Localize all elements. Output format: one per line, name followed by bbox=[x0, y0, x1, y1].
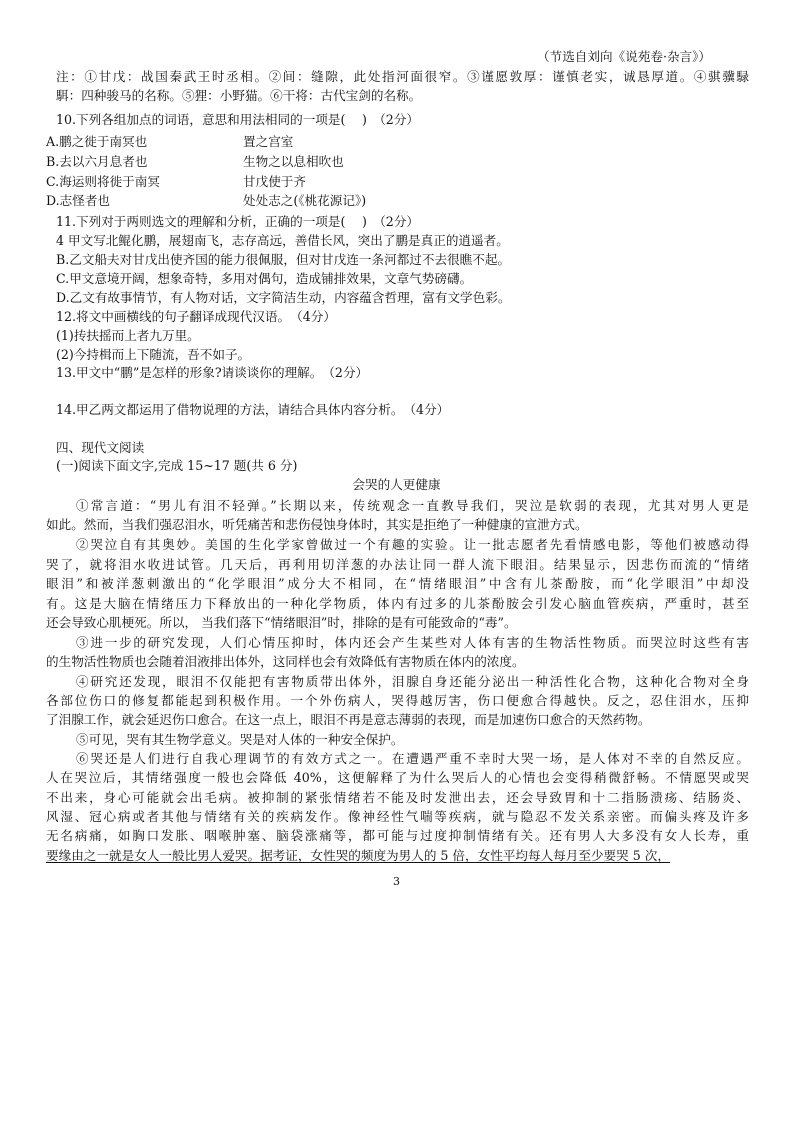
q10-option-c-left: C.海运则将徙于南冥 bbox=[46, 174, 160, 189]
q10-option-b-right: 生物之以息相吹也 bbox=[243, 154, 344, 169]
article-last-line-part-1: 要缘由之一就是女人一般比男人爱哭。 bbox=[46, 848, 261, 863]
article-line: 哭了，就将泪水收进试管。几天后，再利用切洋葱的办法让同一群人流下眼泪。结果显示，因悲伤而流的“情绪 bbox=[46, 557, 749, 572]
q11-option-d: D.乙文有故事情节，有人物对话，文字简洁生动，内容蕴含哲理，富有文学色彩。 bbox=[56, 290, 511, 305]
question-13: 13.甲文中“鹏”是怎样的形象?请谈谈你的理解。 （2分） bbox=[56, 365, 369, 380]
article-title: 会哭的人更健康 bbox=[352, 477, 441, 492]
source-citation: （节选自刘向《说苑卷·杂言》） bbox=[537, 49, 712, 64]
article-line: ②哭泣自有其奥妙。美国的生化学家曾做过一个有趣的实验。让一批志愿者先看情感电影，等他们被感动得 bbox=[76, 537, 749, 552]
page-number: 3 bbox=[393, 875, 400, 888]
section-instruction: (一)阅读下面文字,完成 15~17 题(共 6 分) bbox=[56, 458, 298, 473]
article-line: ③进一步的研究发现，人们心情压抑时，体内还会产生某些对人体有害的生物活性物质。而哭泣时这些有害 bbox=[76, 635, 749, 650]
q11-option-b: B.乙文船夫对甘戊出使齐国的能力很佩服，但对甘戊连一条河都过不去很瞧不起。 bbox=[56, 252, 511, 267]
notes-line-2: 駬：四种骏马的名称。⑤狸：小野猫。⑥干将：古代宝剑的名称。 bbox=[56, 88, 422, 103]
article-line: ⑤可见，哭有其生物学意义。哭是对人体的一种安全保护。 bbox=[76, 732, 404, 747]
article-line: 有。这是大脑在情绪压力下释放出的一种化学物质，体内有过多的儿茶酚胺会引发心脑血管疾病，严重时，甚至 bbox=[46, 596, 749, 611]
article-line: 无名病痛，如胸口发胀、咽喉肿塞、脑袋涨痛等，都可能与过度抑制情绪有关。还有男人大多没有女人长寿，重 bbox=[46, 828, 749, 843]
q10-option-d-left: D.志怪者也 bbox=[46, 193, 111, 208]
question-14: 14.甲乙两文都运用了借物说理的方法，请结合具体内容分析。 （4分） bbox=[56, 402, 450, 417]
article-line: 还会导致心肌梗死。所以， 当我们落下“情绪眼泪”时，排除的是有可能致命的“毒”。 bbox=[46, 615, 517, 630]
q10-option-a-left: A.鹏之徙于南冥也 bbox=[46, 134, 148, 149]
q10-option-d-right: 处处志之(《桃花源记》) bbox=[243, 193, 367, 208]
section-heading: 四、现代文阅读 bbox=[56, 440, 145, 455]
q11-option-a: 4 甲文写北鲲化鹏，展翅南飞，志存高远，善借长风，突出了鹏是真正的逍遥者。 bbox=[56, 233, 509, 248]
article-line: ④研究还发现，眼泪不仅能把有害物质带出体外，泪腺自身还能分泌出一种活性化合物，这种化合物对全身 bbox=[76, 674, 749, 689]
article-line: 风湿、冠心病或者其他与情绪有关的疾病发作。像神经性气喘等疾病，就与隐忍不发关系亲密。而偏头疼及许多 bbox=[46, 809, 749, 824]
article-line: ⑥哭还是人们进行自我心理调节的有效方式之一。在遭遇严重不幸时大哭一场，是人体对不幸的自然反应。 bbox=[76, 751, 749, 766]
q12-item-1: (1)抟扶摇而上者九万里。 bbox=[56, 328, 200, 343]
article-line: 人在哭泣后，其情绪强度一般也会降低 40%，这便解释了为什么哭后人的心情也会变得稍微舒畅。不情愿哭或哭 bbox=[46, 770, 749, 785]
article-line: 各部位伤口的修复都能起到积极作用。一个外伤病人，哭得越厉害，伤口便愈合得越快。反之，忍住泪水，压抑 bbox=[46, 693, 749, 708]
article-line: 眼泪”和被洋葱刺激出的“化学眼泪”成分大不相同，在“情绪眼泪”中含有儿茶酚胺，而“化学眼泪”中却没 bbox=[46, 576, 749, 591]
question-12-stem: 12.将文中画横线的句子翻译成现代汉语。 （4分） bbox=[56, 309, 336, 324]
article-line: 不出来，身心可能就会出毛病。被抑制的紧张情绪若不能及时发泄出去，还会导致胃和十二指肠溃疡、结肠炎、 bbox=[46, 790, 749, 805]
article-line: 如此。然而，当我们强忍泪水，听凭痛苦和悲伤侵蚀身体时，其实是拒绝了一种健康的宣泄方式。 bbox=[46, 517, 588, 532]
q12-item-2: (2)今持楫而上下随流，吾不如子。 bbox=[56, 347, 251, 362]
q10-option-b-left: B.去以六月息者也 bbox=[46, 154, 148, 169]
article-line: 的生物活性物质也会随着泪液排出体外，这同样也会有效降低有害物质在体内的浓度。 bbox=[46, 654, 525, 669]
notes-line-1: 注：①甘戊：战国秦武王时丞相。②间：缝隙，此处指河面很窄。③谨愿敦厚：谨慎老实，诚恳厚道。④骐骥騄 bbox=[56, 69, 749, 84]
article-last-line bbox=[46, 847, 670, 865]
q11-option-c: C.甲文意境开阔，想象奇特，多用对偶句，造成铺排效果，文章气势磅礴。 bbox=[56, 271, 473, 286]
article-line: ①常言道：“男儿有泪不轻弹。”长期以来，传统观念一直教导我们，哭泣是软弱的表现，尤其对男人更是 bbox=[76, 498, 749, 513]
q10-option-c-right: 甘戊使于齐 bbox=[243, 174, 306, 189]
article-line: 了泪腺工作，就会延迟伤口愈合。在这一点上，眼泪不再是意志薄弱的表现，而是加速伤口愈合的天然药物。 bbox=[46, 712, 651, 727]
question-11-stem: 11.下列对于两则选文的理解和分析，正确的一项是( ) （2分） bbox=[56, 214, 420, 229]
question-10-stem: 10.下列各组加点的词语，意思和用法相同的一项是( ) （2分） bbox=[56, 112, 420, 127]
article-underlined-sentence: 据考证，女性哭的频度为男人的 5 倍，女性平均每人每月至少要哭 5 次， bbox=[260, 848, 670, 863]
q10-option-a-right: 置之宫室 bbox=[243, 134, 294, 149]
